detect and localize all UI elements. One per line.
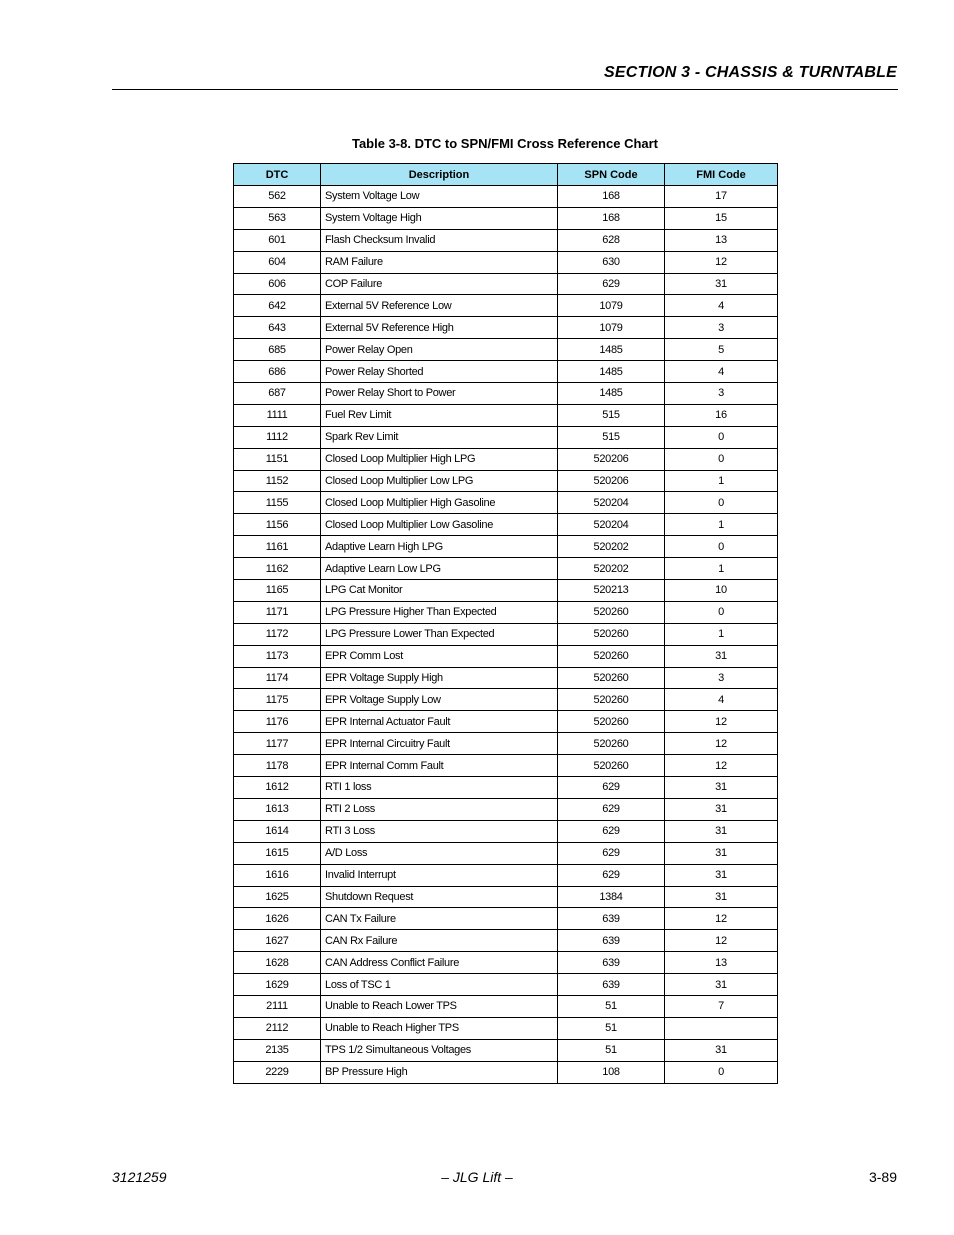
table-row: [234, 536, 778, 558]
cell-dtc: 1629: [234, 974, 321, 996]
cell-spn-code: 520206: [558, 448, 665, 470]
table-row: [234, 558, 778, 580]
cell-spn-code: 628: [558, 229, 665, 251]
cell-spn-code: 1079: [558, 317, 665, 339]
cell-description: External 5V Reference Low: [321, 295, 558, 317]
cell-fmi-code: 31: [665, 273, 778, 295]
table-row: [234, 339, 778, 361]
cell-description: Adaptive Learn High LPG: [321, 536, 558, 558]
cell-dtc: 1625: [234, 886, 321, 908]
cell-dtc: 1173: [234, 645, 321, 667]
cell-description: System Voltage High: [321, 207, 558, 229]
cell-fmi-code: 16: [665, 404, 778, 426]
cell-spn-code: 520260: [558, 755, 665, 777]
cell-spn-code: 639: [558, 952, 665, 974]
cell-description: RAM Failure: [321, 251, 558, 273]
cell-description: Closed Loop Multiplier Low LPG: [321, 470, 558, 492]
table-row: [234, 580, 778, 602]
cell-fmi-code: 3: [665, 317, 778, 339]
table-row: [234, 1039, 778, 1061]
cell-description: Loss of TSC 1: [321, 974, 558, 996]
table-row: [234, 755, 778, 777]
cell-fmi-code: 13: [665, 952, 778, 974]
cell-fmi-code: 31: [665, 1039, 778, 1061]
cell-spn-code: 520204: [558, 492, 665, 514]
cell-fmi-code: 1: [665, 558, 778, 580]
cell-description: Adaptive Learn Low LPG: [321, 558, 558, 580]
footer-page-number: 3-89: [868, 1169, 897, 1185]
column-header-dtc: DTC: [234, 164, 321, 186]
cell-spn-code: 520260: [558, 645, 665, 667]
cell-dtc: 1151: [234, 448, 321, 470]
table-body: [234, 186, 778, 1084]
cell-spn-code: 108: [558, 1061, 665, 1083]
column-header-fmi-code: FMI Code: [665, 164, 778, 186]
cell-fmi-code: 0: [665, 492, 778, 514]
cell-spn-code: 629: [558, 864, 665, 886]
cell-dtc: 1161: [234, 536, 321, 558]
footer-doc-number: 3121259: [112, 1169, 167, 1185]
cell-spn-code: 520202: [558, 536, 665, 558]
cell-description: System Voltage Low: [321, 186, 558, 208]
cell-description: Invalid Interrupt: [321, 864, 558, 886]
cell-fmi-code: 31: [665, 798, 778, 820]
table-row: [234, 492, 778, 514]
cell-fmi-code: 0: [665, 448, 778, 470]
cell-fmi-code: 12: [665, 711, 778, 733]
cell-spn-code: 520260: [558, 689, 665, 711]
cell-description: RTI 2 Loss: [321, 798, 558, 820]
table-row: [234, 361, 778, 383]
table-row: [234, 404, 778, 426]
table-row: [234, 601, 778, 623]
cell-fmi-code: 5: [665, 339, 778, 361]
table-row: [234, 733, 778, 755]
cell-dtc: 1615: [234, 842, 321, 864]
cell-dtc: 1176: [234, 711, 321, 733]
table-row: [234, 623, 778, 645]
cell-description: Shutdown Request: [321, 886, 558, 908]
cell-fmi-code: 7: [665, 995, 778, 1017]
table-row: [234, 1017, 778, 1039]
cell-dtc: 1178: [234, 755, 321, 777]
cell-fmi-code: 15: [665, 207, 778, 229]
table-row: [234, 207, 778, 229]
cell-spn-code: 1079: [558, 295, 665, 317]
cell-fmi-code: 1: [665, 623, 778, 645]
cell-description: Flash Checksum Invalid: [321, 229, 558, 251]
cell-description: Fuel Rev Limit: [321, 404, 558, 426]
cell-description: Power Relay Open: [321, 339, 558, 361]
cell-description: EPR Internal Comm Fault: [321, 755, 558, 777]
cell-fmi-code: 1: [665, 514, 778, 536]
cell-fmi-code: 12: [665, 908, 778, 930]
cell-dtc: 1613: [234, 798, 321, 820]
table-row: [234, 383, 778, 405]
table-row: [234, 470, 778, 492]
cell-description: Power Relay Short to Power: [321, 383, 558, 405]
cell-fmi-code: 13: [665, 229, 778, 251]
cell-description: COP Failure: [321, 273, 558, 295]
cell-spn-code: 1384: [558, 886, 665, 908]
cell-fmi-code: 0: [665, 1061, 778, 1083]
cell-spn-code: 51: [558, 1017, 665, 1039]
cell-spn-code: 1485: [558, 361, 665, 383]
cell-fmi-code: 17: [665, 186, 778, 208]
table-row: [234, 667, 778, 689]
cell-dtc: 563: [234, 207, 321, 229]
cell-description: LPG Pressure Lower Than Expected: [321, 623, 558, 645]
cell-spn-code: 1485: [558, 339, 665, 361]
table-row: [234, 711, 778, 733]
cell-fmi-code: 31: [665, 842, 778, 864]
cell-spn-code: 629: [558, 842, 665, 864]
cell-description: EPR Comm Lost: [321, 645, 558, 667]
cell-dtc: 1174: [234, 667, 321, 689]
cell-dtc: 1172: [234, 623, 321, 645]
cell-description: BP Pressure High: [321, 1061, 558, 1083]
cell-dtc: 1628: [234, 952, 321, 974]
cell-fmi-code: 3: [665, 383, 778, 405]
cell-fmi-code: 0: [665, 426, 778, 448]
cell-fmi-code: 12: [665, 251, 778, 273]
cell-dtc: 1156: [234, 514, 321, 536]
cell-dtc: 2112: [234, 1017, 321, 1039]
column-header-description: Description: [321, 164, 558, 186]
cell-dtc: 2111: [234, 995, 321, 1017]
table-row: [234, 1061, 778, 1083]
table-row: [234, 777, 778, 799]
cell-spn-code: 639: [558, 974, 665, 996]
cell-description: Unable to Reach Higher TPS: [321, 1017, 558, 1039]
cell-dtc: 1162: [234, 558, 321, 580]
table-row: [234, 974, 778, 996]
cell-dtc: 1171: [234, 601, 321, 623]
cell-fmi-code: 31: [665, 886, 778, 908]
table-row: [234, 645, 778, 667]
cell-description: TPS 1/2 Simultaneous Voltages: [321, 1039, 558, 1061]
cell-description: Closed Loop Multiplier High LPG: [321, 448, 558, 470]
column-header-spn-code: SPN Code: [558, 164, 665, 186]
table-row: [234, 908, 778, 930]
cell-description: Unable to Reach Lower TPS: [321, 995, 558, 1017]
table-row: [234, 930, 778, 952]
cell-dtc: 1175: [234, 689, 321, 711]
cell-spn-code: 515: [558, 404, 665, 426]
table-row: [234, 864, 778, 886]
cell-fmi-code: 12: [665, 733, 778, 755]
cell-fmi-code: 4: [665, 361, 778, 383]
cell-spn-code: 515: [558, 426, 665, 448]
cell-spn-code: 1485: [558, 383, 665, 405]
dtc-cross-reference-table: [233, 163, 778, 1084]
cell-spn-code: 168: [558, 207, 665, 229]
footer-publisher: – JLG Lift –: [441, 1169, 513, 1185]
cell-dtc: 606: [234, 273, 321, 295]
cell-fmi-code: 3: [665, 667, 778, 689]
table-row: [234, 514, 778, 536]
table-row: [234, 295, 778, 317]
table-header-row: [234, 164, 778, 186]
cell-fmi-code: [665, 1017, 778, 1039]
cell-dtc: 1112: [234, 426, 321, 448]
cell-spn-code: 629: [558, 820, 665, 842]
cell-fmi-code: 31: [665, 645, 778, 667]
cell-description: EPR Internal Actuator Fault: [321, 711, 558, 733]
cell-fmi-code: 31: [665, 820, 778, 842]
cell-spn-code: 51: [558, 1039, 665, 1061]
table-row: [234, 689, 778, 711]
cell-description: EPR Internal Circuitry Fault: [321, 733, 558, 755]
cell-dtc: 604: [234, 251, 321, 273]
cell-description: Closed Loop Multiplier Low Gasoline: [321, 514, 558, 536]
cell-spn-code: 629: [558, 777, 665, 799]
table-row: [234, 186, 778, 208]
cell-description: CAN Tx Failure: [321, 908, 558, 930]
cell-description: CAN Address Conflict Failure: [321, 952, 558, 974]
table-row: [234, 448, 778, 470]
cell-dtc: 686: [234, 361, 321, 383]
cell-spn-code: 520204: [558, 514, 665, 536]
table-row: [234, 229, 778, 251]
cell-fmi-code: 1: [665, 470, 778, 492]
cell-fmi-code: 0: [665, 536, 778, 558]
cell-description: CAN Rx Failure: [321, 930, 558, 952]
table-row: [234, 820, 778, 842]
cell-spn-code: 520260: [558, 601, 665, 623]
cell-spn-code: 51: [558, 995, 665, 1017]
cell-description: EPR Voltage Supply High: [321, 667, 558, 689]
cell-description: LPG Pressure Higher Than Expected: [321, 601, 558, 623]
cell-spn-code: 639: [558, 930, 665, 952]
table-row: [234, 426, 778, 448]
cell-fmi-code: 31: [665, 777, 778, 799]
cell-dtc: 685: [234, 339, 321, 361]
cell-description: Power Relay Shorted: [321, 361, 558, 383]
table-row: [234, 952, 778, 974]
cell-spn-code: 520260: [558, 667, 665, 689]
cell-fmi-code: 12: [665, 755, 778, 777]
table-row: [234, 798, 778, 820]
table-row: [234, 317, 778, 339]
table-row: [234, 251, 778, 273]
cell-fmi-code: 31: [665, 974, 778, 996]
cell-description: EPR Voltage Supply Low: [321, 689, 558, 711]
cell-description: Spark Rev Limit: [321, 426, 558, 448]
cell-dtc: 2229: [234, 1061, 321, 1083]
table-caption: Table 3-8. DTC to SPN/FMI Cross Reference Chart: [351, 136, 659, 151]
cell-dtc: 687: [234, 383, 321, 405]
header-divider: [112, 89, 898, 90]
cell-dtc: 1165: [234, 580, 321, 602]
table-row: [234, 842, 778, 864]
cell-dtc: 642: [234, 295, 321, 317]
cell-dtc: 1616: [234, 864, 321, 886]
cell-spn-code: 629: [558, 798, 665, 820]
cell-description: LPG Cat Monitor: [321, 580, 558, 602]
cell-fmi-code: 0: [665, 601, 778, 623]
cell-dtc: 1155: [234, 492, 321, 514]
cell-fmi-code: 10: [665, 580, 778, 602]
cell-description: External 5V Reference High: [321, 317, 558, 339]
cell-dtc: 1152: [234, 470, 321, 492]
cell-spn-code: 520260: [558, 623, 665, 645]
table-row: [234, 886, 778, 908]
cell-description: Closed Loop Multiplier High Gasoline: [321, 492, 558, 514]
cell-spn-code: 639: [558, 908, 665, 930]
cell-fmi-code: 12: [665, 930, 778, 952]
cell-spn-code: 520260: [558, 733, 665, 755]
cell-dtc: 2135: [234, 1039, 321, 1061]
cell-spn-code: 630: [558, 251, 665, 273]
table-row: [234, 273, 778, 295]
cell-dtc: 1614: [234, 820, 321, 842]
cell-dtc: 1627: [234, 930, 321, 952]
cell-fmi-code: 4: [665, 689, 778, 711]
cell-spn-code: 629: [558, 273, 665, 295]
cell-dtc: 1177: [234, 733, 321, 755]
cell-dtc: 1111: [234, 404, 321, 426]
cell-fmi-code: 4: [665, 295, 778, 317]
cell-spn-code: 520202: [558, 558, 665, 580]
cell-spn-code: 520206: [558, 470, 665, 492]
cell-dtc: 643: [234, 317, 321, 339]
cell-dtc: 601: [234, 229, 321, 251]
cell-spn-code: 520213: [558, 580, 665, 602]
cell-spn-code: 168: [558, 186, 665, 208]
cell-description: RTI 3 Loss: [321, 820, 558, 842]
cell-description: RTI 1 loss: [321, 777, 558, 799]
section-title: SECTION 3 - CHASSIS & TURNTABLE: [603, 64, 897, 81]
cell-dtc: 562: [234, 186, 321, 208]
cell-fmi-code: 31: [665, 864, 778, 886]
cell-dtc: 1626: [234, 908, 321, 930]
cell-dtc: 1612: [234, 777, 321, 799]
cell-description: A/D Loss: [321, 842, 558, 864]
cell-spn-code: 520260: [558, 711, 665, 733]
table-row: [234, 995, 778, 1017]
